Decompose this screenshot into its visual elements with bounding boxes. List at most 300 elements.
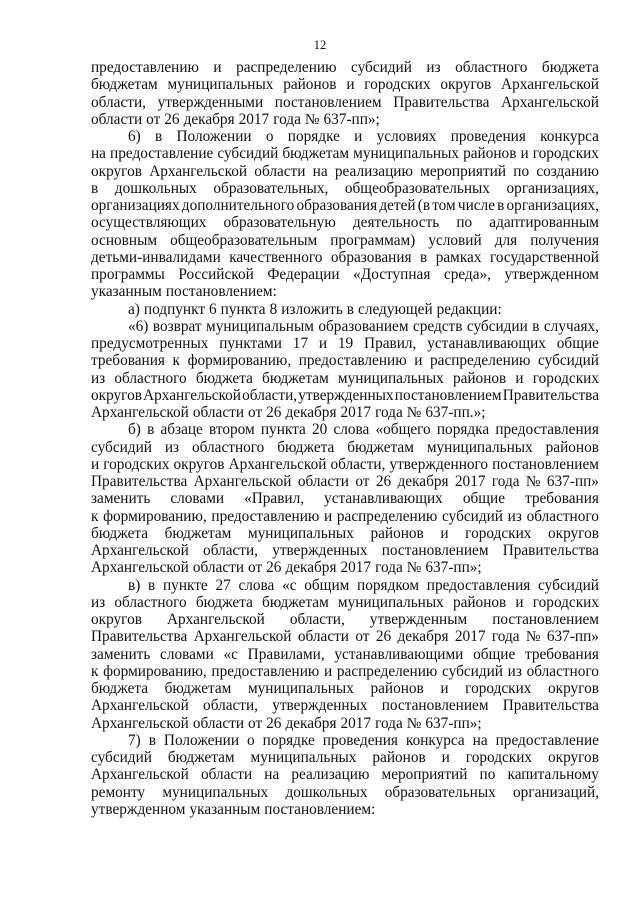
text-line: [91, 404, 599, 421]
word: от: [248, 404, 263, 421]
word: муниципальных: [250, 749, 357, 766]
word: округов: [91, 162, 142, 180]
word: области: [254, 162, 306, 180]
word: утвержденном: [91, 800, 186, 818]
word: б): [128, 421, 141, 439]
word: порядком: [357, 576, 420, 594]
word: декабря: [285, 714, 337, 732]
word: бюджетам: [164, 680, 232, 697]
word: 8: [269, 300, 278, 318]
word: городских: [465, 680, 532, 697]
word: Архангельской: [91, 766, 189, 784]
word: области: [192, 559, 245, 577]
word: подпункт: [143, 300, 206, 318]
word: и: [354, 128, 363, 145]
word: 20: [311, 421, 328, 439]
word: Правительства: [502, 386, 599, 404]
page-number: 12: [313, 38, 327, 52]
word: Архангельской: [166, 611, 265, 628]
word: от: [355, 628, 370, 646]
word: пункта: [260, 421, 306, 439]
text-line: [91, 749, 599, 766]
word: числе: [457, 197, 495, 214]
text-line: [91, 145, 599, 162]
word: дошкольных: [114, 179, 197, 197]
word: на: [312, 162, 328, 180]
text-line: [91, 456, 599, 473]
word: «Правил,: [244, 490, 305, 508]
word: постановлением: [492, 455, 599, 473]
word: общеобразовательным: [170, 231, 318, 249]
word: муниципальных: [162, 783, 269, 801]
word: предоставление: [495, 731, 599, 749]
word: 2017: [454, 473, 486, 490]
word: порядке: [287, 128, 340, 145]
text-line: [91, 94, 599, 111]
word: мероприятий: [420, 162, 507, 180]
word: №: [406, 714, 422, 732]
text-line: [91, 525, 599, 542]
word: субсидий: [538, 576, 599, 594]
word: по: [513, 162, 530, 180]
word: Положении: [163, 731, 240, 749]
word: дошкольных: [285, 783, 368, 801]
word: устанавливающими: [334, 645, 464, 663]
word: городских: [532, 593, 599, 611]
word: бюджетам: [262, 593, 329, 611]
word: в: [497, 197, 505, 214]
word: Архангельской: [143, 386, 241, 404]
word: к: [91, 662, 99, 680]
word: и: [441, 749, 450, 766]
word: бюджетам: [262, 369, 329, 387]
text-line: [91, 715, 599, 732]
word: мероприятий: [381, 766, 468, 784]
word: районов: [370, 680, 424, 697]
word: детей: [379, 197, 416, 214]
text-line: [91, 370, 599, 387]
word: области,: [203, 697, 259, 715]
word: следующей: [358, 300, 433, 318]
text-line: [91, 111, 599, 128]
word: субсидий: [91, 438, 152, 456]
word: районов: [452, 593, 507, 611]
word: Архангельской: [501, 93, 599, 111]
word: изложить: [281, 300, 343, 318]
word: субсидий: [91, 749, 152, 766]
word: №: [525, 473, 541, 490]
word: муниципальным: [206, 317, 314, 335]
word: бюджета: [91, 524, 149, 542]
word: 26: [266, 404, 282, 421]
word: постановлением: [381, 697, 489, 715]
word: требования: [524, 645, 599, 663]
word: 2017: [340, 404, 372, 421]
text-line: [91, 680, 599, 697]
word: утвержденных: [298, 386, 394, 404]
word: в: [148, 731, 156, 749]
word: декабря: [285, 559, 337, 577]
word: образованием: [318, 317, 409, 335]
word: области,: [203, 542, 259, 559]
word: Архангельской: [91, 714, 189, 732]
text-line: [91, 490, 599, 507]
word: бюджетам: [167, 749, 235, 766]
word: предоставлению: [211, 507, 320, 525]
word: округов: [547, 749, 599, 766]
word: ремонту: [91, 783, 146, 801]
word: средств: [412, 317, 463, 335]
word: из: [507, 662, 522, 680]
text-line: [91, 180, 599, 197]
word: и: [515, 369, 524, 387]
word: постановлением:: [165, 283, 277, 301]
word: постановлением: [381, 542, 489, 559]
word: втором: [209, 421, 255, 439]
word: районов: [283, 76, 337, 94]
word: капитальному: [507, 766, 599, 784]
word: областного: [455, 59, 528, 76]
text-line: [91, 301, 599, 318]
text-line: [91, 163, 599, 180]
word: областного: [192, 438, 265, 456]
word: районов: [452, 369, 507, 387]
word: пункта: [220, 300, 266, 318]
word: года: [491, 628, 520, 646]
word: и: [346, 76, 355, 94]
word: 2017: [340, 714, 372, 732]
word: районов: [370, 524, 424, 542]
word: городских: [465, 749, 533, 766]
word: по: [456, 214, 473, 232]
word: Архангельской: [193, 628, 292, 646]
word: требования: [524, 490, 599, 508]
word: муниципальных: [247, 524, 354, 542]
word: в: [148, 576, 156, 594]
word: 27: [215, 576, 231, 594]
word: организациях,: [506, 197, 599, 214]
word: округов: [91, 611, 142, 628]
word: бюджетам: [282, 145, 350, 163]
word: созданию: [536, 162, 599, 180]
word: о: [265, 128, 274, 145]
word: образовательных,: [213, 179, 329, 197]
word: утвержденным: [369, 611, 468, 628]
word: от: [248, 559, 263, 577]
word: 7): [128, 731, 141, 749]
text-line: [91, 197, 599, 214]
text-line: [91, 214, 599, 231]
word: областного: [114, 593, 187, 611]
text-line: [91, 628, 599, 645]
word: организациях: [91, 197, 180, 214]
word: случаях,: [543, 317, 599, 335]
word: городских: [103, 455, 170, 473]
word: условий: [428, 231, 482, 249]
word: декабря: [397, 628, 449, 646]
word: на: [264, 766, 280, 784]
word: предоставление: [110, 145, 214, 163]
text-line: [91, 732, 599, 749]
word: года: [375, 559, 403, 577]
word: Правительства: [91, 473, 188, 490]
word: области: [201, 766, 253, 784]
word: городских: [465, 524, 532, 542]
word: округов: [173, 455, 225, 473]
text-line: [91, 611, 599, 628]
word: «6): [128, 317, 149, 335]
text-line: [91, 697, 599, 714]
word: областного: [526, 507, 599, 525]
word: 26: [164, 110, 180, 128]
word: от: [355, 473, 370, 490]
word: бюджетам: [347, 438, 414, 456]
word: 6): [128, 128, 141, 145]
word: 2017: [238, 110, 270, 128]
word: постановлением: [394, 386, 502, 404]
word: к: [172, 352, 180, 370]
word: общие: [462, 490, 505, 508]
word: области: [297, 628, 349, 646]
word: городских: [532, 369, 599, 387]
word: и: [515, 593, 524, 611]
word: распределению: [430, 352, 531, 370]
word: адаптированным: [489, 214, 599, 232]
word: №: [406, 404, 422, 421]
text-line: [91, 801, 599, 818]
word: бюджетам: [91, 76, 158, 94]
word: декабря: [183, 110, 235, 128]
text-line: [91, 283, 599, 300]
word: формированию,: [103, 662, 207, 680]
word: из: [426, 59, 441, 76]
word: 26: [375, 473, 392, 490]
word: округов: [91, 386, 142, 404]
text-line: [91, 439, 599, 456]
word: бюджета: [91, 680, 149, 697]
word: округов: [440, 76, 492, 94]
word: Правительства: [91, 628, 188, 646]
word: в: [420, 248, 428, 266]
word: редакции:: [436, 300, 502, 318]
word: Правительства: [502, 542, 599, 559]
word: и: [324, 662, 333, 680]
word: и: [440, 524, 449, 542]
word: постановлением:: [264, 800, 376, 818]
word: декабря: [285, 404, 337, 421]
word: заменить: [91, 490, 151, 508]
word: бюджетам: [164, 524, 232, 542]
word: Архангельской: [501, 76, 599, 94]
word: конкурса: [405, 731, 465, 749]
text-line: [91, 766, 599, 783]
word: 2017: [340, 559, 372, 577]
word: детьми-инвалидами: [91, 248, 221, 266]
word: 26: [266, 714, 282, 732]
word: основным: [91, 231, 158, 249]
word: субсидий: [538, 352, 599, 370]
word: 637-пп»;: [323, 110, 380, 128]
word: и: [324, 507, 333, 525]
word: распределению: [336, 662, 438, 680]
word: субсидий: [217, 145, 279, 163]
word: года: [375, 714, 403, 732]
word: слова: [333, 421, 370, 439]
word: порядка: [436, 421, 490, 439]
word: №: [525, 628, 541, 646]
word: слова: [238, 576, 275, 594]
word: условиях: [376, 128, 437, 145]
word: дополнительного: [181, 197, 295, 214]
word: требования: [91, 352, 165, 370]
word: программы: [91, 266, 165, 283]
word: 637-пп»;: [425, 714, 482, 732]
text-line: [91, 421, 599, 438]
text-line: [91, 559, 599, 576]
word: в: [532, 317, 540, 335]
word: проведения: [450, 128, 526, 145]
word: Архангельской: [91, 542, 189, 559]
word: области,: [330, 455, 386, 473]
document-body: [91, 59, 599, 818]
word: года: [375, 404, 403, 421]
word: в): [128, 576, 141, 594]
text-line: [91, 318, 599, 335]
word: 637-пп»;: [425, 559, 482, 577]
word: и: [520, 145, 529, 163]
word: формированию,: [103, 507, 207, 525]
word: указанным: [189, 800, 261, 818]
word: Архангельской: [91, 697, 189, 715]
word: городских: [532, 145, 599, 163]
word: областного: [114, 369, 187, 387]
word: 637-пп»: [546, 628, 599, 646]
word: субсидий: [442, 507, 503, 525]
word: о: [247, 731, 255, 749]
word: Архангельской: [91, 404, 189, 421]
word: пунктами: [219, 335, 282, 352]
text-line: [91, 663, 599, 680]
word: Архангельской: [193, 473, 292, 490]
word: распределению: [336, 507, 438, 525]
word: на: [91, 145, 106, 163]
word: 6: [209, 300, 217, 318]
word: и: [91, 455, 100, 473]
word: предоставлению: [211, 662, 320, 680]
word: бюджета: [541, 59, 599, 76]
word: из: [507, 507, 522, 525]
word: реализацию: [291, 766, 370, 784]
word: муниципальных: [167, 76, 274, 94]
word: 2017: [454, 628, 486, 646]
word: области,: [91, 93, 146, 111]
word: предоставлению: [91, 59, 199, 76]
text-line: [91, 577, 599, 594]
word: области: [192, 404, 245, 421]
word: Архангельской: [149, 162, 248, 180]
word: и: [213, 59, 222, 76]
word: общим: [304, 576, 350, 594]
word: районов: [463, 145, 517, 163]
word: от: [146, 110, 161, 128]
text-line: [91, 784, 599, 801]
word: декабря: [397, 473, 449, 490]
text-line: [91, 266, 599, 283]
text-line: [91, 473, 599, 490]
word: для: [494, 231, 518, 249]
word: среда»,: [443, 266, 491, 283]
text-line: [91, 387, 599, 404]
word: государственной: [489, 248, 599, 266]
word: по: [479, 766, 496, 784]
word: из: [91, 593, 106, 611]
word: округов: [548, 680, 599, 697]
text-line: [91, 352, 599, 369]
word: Правил,: [364, 335, 417, 352]
text-line: [91, 508, 599, 525]
word: утвержденных: [272, 697, 368, 715]
text-line: [91, 335, 599, 352]
word: предоставления: [426, 576, 531, 594]
word: к: [91, 507, 99, 525]
word: районов: [372, 749, 426, 766]
text-line: [91, 594, 599, 611]
word: года: [273, 110, 301, 128]
text-line: [91, 76, 599, 93]
word: пункте: [163, 576, 208, 594]
word: распределению: [236, 59, 337, 76]
word: получения: [530, 231, 599, 249]
word: утвержденном: [504, 266, 599, 283]
word: утвержденных: [272, 542, 368, 559]
word: в: [346, 300, 355, 318]
word: словами: [160, 645, 214, 663]
word: общие: [473, 645, 516, 663]
word: 26: [266, 559, 282, 577]
word: области: [192, 714, 245, 732]
word: устанавливающих: [427, 335, 546, 352]
word: бюджета: [195, 369, 253, 387]
word: от: [248, 714, 263, 732]
word: и: [414, 352, 423, 370]
word: рамках: [435, 248, 482, 266]
word: муниципальных: [337, 369, 444, 387]
word: возврат: [152, 317, 202, 335]
word: в: [91, 179, 99, 197]
word: предоставлению: [298, 352, 407, 370]
word: районов: [545, 438, 599, 456]
word: Правительства: [502, 697, 599, 715]
word: организаций,: [513, 783, 599, 801]
word: 26: [375, 628, 392, 646]
word: 17: [292, 335, 309, 352]
word: субсидий: [442, 662, 503, 680]
word: муниципальных: [247, 680, 354, 697]
word: в: [147, 421, 155, 439]
word: деятельность: [352, 214, 440, 232]
word: предусмотренных: [91, 335, 209, 352]
word: формированию,: [187, 352, 292, 370]
word: утвержденными: [157, 93, 264, 111]
text-line: [91, 249, 599, 266]
word: абзаце: [160, 421, 203, 439]
word: области: [91, 110, 143, 128]
word: №: [304, 110, 320, 128]
word: осуществляющих: [91, 214, 207, 232]
word: субсидии: [466, 317, 528, 335]
word: общие: [556, 335, 599, 352]
text-line: [91, 128, 599, 145]
